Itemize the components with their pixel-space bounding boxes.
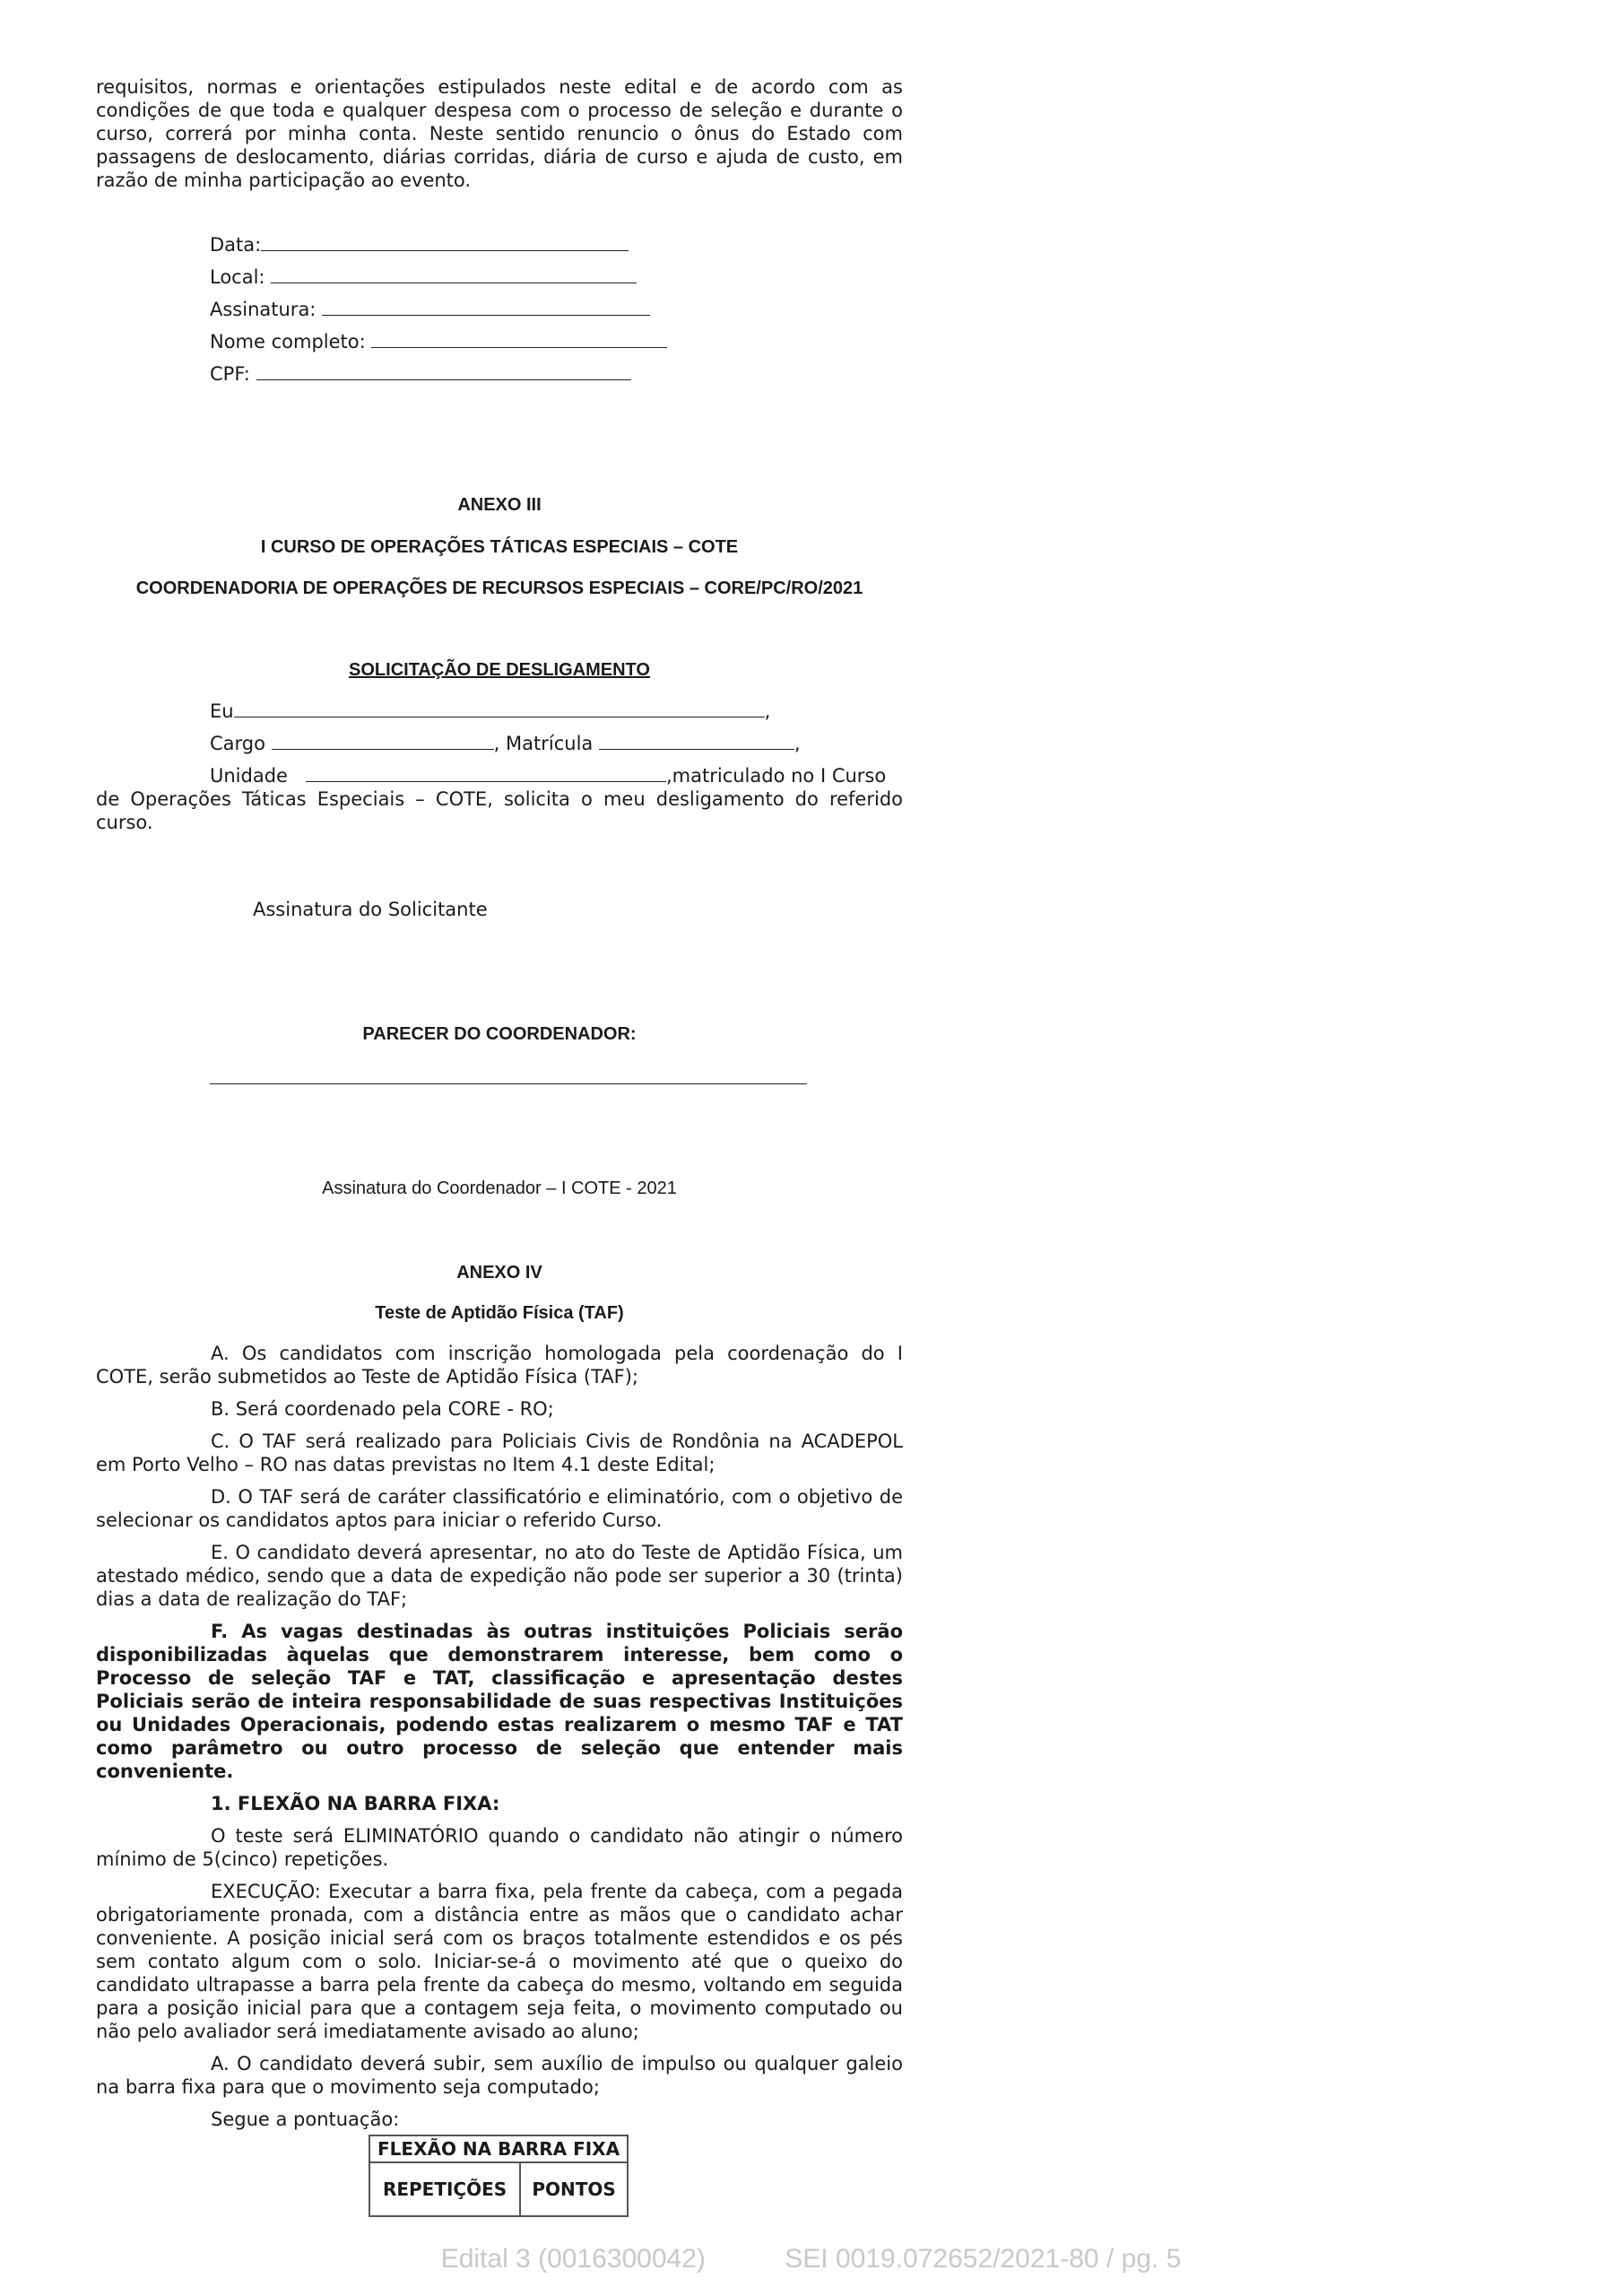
scoring-table-header-pontos: PONTOS xyxy=(520,2162,628,2216)
item-d: D. O TAF será de caráter classificatório e eliminatório, com o objetivo de selecionar os candidatos aptos para iniciar o referido Curso. xyxy=(96,1486,903,1531)
solicitante-signature-label: Assinatura do Solicitante xyxy=(253,899,488,920)
matricula-blank xyxy=(599,733,794,750)
request-eu-line: Eu , xyxy=(210,700,771,722)
request-cargo-line: Cargo , Matrícula , xyxy=(210,733,801,754)
scoring-table xyxy=(369,2135,629,2217)
footer-edital: Edital 3 (0016300042) xyxy=(440,2244,706,2274)
data-blank xyxy=(261,234,629,251)
form-field-local: Local: xyxy=(210,265,637,289)
section1-item-a: A. O candidato deverá subir, sem auxílio de impulso ou qualquer galeio na barra fixa para que o movimento seja computado; xyxy=(96,2053,903,2098)
intro-block xyxy=(96,75,903,192)
form-field-data: Data: xyxy=(210,233,629,257)
section1-scoring-intro: Segue a pontuação: xyxy=(211,2109,400,2130)
anexo4-title: ANEXO IV xyxy=(456,1263,542,1283)
request-continuation: de Operações Táticas Especiais – COTE, solicita o meu desligamento do referido curso. xyxy=(96,788,903,833)
local-blank xyxy=(271,266,637,283)
request-unidade-line: Unidade ,matriculado no I Curso xyxy=(210,765,887,787)
item-a: A. Os candidatos com inscrição homologada pela coordenação do I COTE, serão submetidos ao Teste de Aptidão Física (TAF); xyxy=(96,1343,903,1387)
item-e: E. O candidato deverá apresentar, no ato do Teste de Aptidão Física, um atestado médico, sendo que a data de expedição não pode ser superior a 30 (trinta) dias a data de realização do TAF; xyxy=(96,1542,903,1610)
section1-title: 1. FLEXÃO NA BARRA FIXA: xyxy=(211,1793,500,1814)
assinatura-blank xyxy=(322,299,650,316)
page-footer xyxy=(0,2244,1622,2274)
form-field-assinatura: Assinatura: xyxy=(210,298,650,321)
cpf-blank xyxy=(256,363,631,380)
form-field-nome: Nome completo: xyxy=(210,330,667,353)
intro-paragraph: requisitos, normas e orientações estipulados neste edital e de acordo com as condições de que toda e qualquer despesa com o processo de seleção e durante o curso, correrá por minha conta. Neste sentido renuncio o ônus do Estado com passagens de deslocamento, diárias corridas, diária de curso e ajuda de custo, em razão de minha participação ao evento. xyxy=(96,76,903,191)
anexo4-body xyxy=(96,1342,903,2140)
parecer-line xyxy=(210,1083,807,1084)
item-b: B. Será coordenado pela CORE - RO; xyxy=(211,1398,554,1420)
anexo3-title: ANEXO III xyxy=(457,495,542,515)
item-c: C. O TAF será realizado para Policiais Civis de Rondônia na ACADEPOL em Porto Velho – RO nas datas previstas no Item 4.1 deste Edital; xyxy=(96,1431,903,1475)
anexo3-request-title: SOLICITAÇÃO DE DESLIGAMENTO xyxy=(349,660,650,680)
anexo3-coordenadoria: COORDENADORIA DE OPERAÇÕES DE RECURSOS ESPECIAIS – CORE/PC/RO/2021 xyxy=(135,578,863,598)
parecer-title: PARECER DO COORDENADOR: xyxy=(362,1024,637,1044)
form-field-cpf: CPF: xyxy=(210,362,631,386)
footer-sei: SEI 0019.072652/2021-80 / pg. 5 xyxy=(785,2244,1182,2274)
eu-blank xyxy=(234,700,765,718)
scoring-table-title: FLEXÃO NA BARRA FIXA xyxy=(369,2135,628,2162)
anexo3-course: I CURSO DE OPERAÇÕES TÁTICAS ESPECIAIS – COTE xyxy=(260,537,739,557)
scoring-table-header-repeticoes: REPETIÇÕES xyxy=(369,2162,520,2216)
cargo-blank xyxy=(272,733,494,750)
nome-blank xyxy=(371,331,667,348)
item-f: F. As vagas destinadas às outras instituições Policiais serão disponibilizadas àquelas que demonstrarem interesse, bem como o Processo de seleção TAF e TAT, classificação e apresentação destes Policiais serão de inteira responsabilidade de suas respectivas Instituições ou Unidades Operacionais, podendo estas realizarem o mesmo TAF e TAT como parâmetro ou outro processo de seleção que entender mais conveniente. xyxy=(96,1621,903,1782)
unidade-blank xyxy=(306,765,666,782)
section1-execution: EXECUÇÃO: Executar a barra fixa, pela frente da cabeça, com a pegada obrigatoriamente pronada, com a distância entre as mãos que o candidato achar conveniente. A posição inicial será com os braços totalmente estendidos e os pés sem contato algum com o solo. Iniciar-se-á o movimento até que o queixo do candidato ultrapasse a barra pela frente da cabeça do mesmo, voltando em seguida para a posição inicial para que a contagem seja feita, o movimento computado ou não pelo avaliador será imediatamente avisado ao aluno; xyxy=(96,1881,903,2042)
coordinator-signature-label: Assinatura do Coordenador – I COTE - 2021 xyxy=(322,1178,677,1198)
anexo4-subtitle: Teste de Aptidão Física (TAF) xyxy=(375,1303,624,1323)
section1-rule: O teste será ELIMINATÓRIO quando o candidato não atingir o número mínimo de 5(cinco) repetições. xyxy=(96,1825,903,1870)
